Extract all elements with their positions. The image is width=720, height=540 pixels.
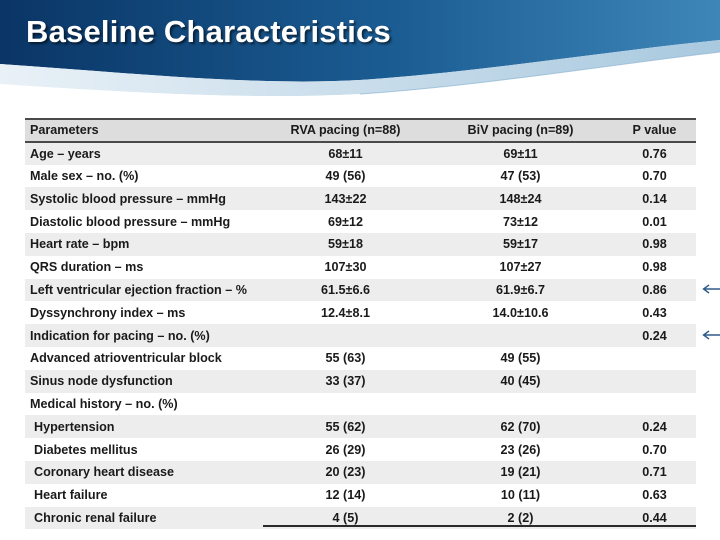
row-p-value-cell: 0.24 <box>613 415 696 438</box>
row-rva-cell: 33 (37) <box>263 370 428 393</box>
table-bottom-rule <box>263 525 696 527</box>
row-parameter-cell: Age – years <box>25 142 263 165</box>
row-p-value-cell: 0.86 <box>613 279 696 302</box>
row-biv-cell: 61.9±6.7 <box>428 279 613 302</box>
row-biv-cell: 19 (21) <box>428 461 613 484</box>
row-rva-cell: 107±30 <box>263 256 428 279</box>
row-p-value-cell: 0.71 <box>613 461 696 484</box>
column-header-p-value: P value <box>613 119 696 142</box>
row-biv-cell: 10 (11) <box>428 484 613 507</box>
row-p-value-cell: 0.63 <box>613 484 696 507</box>
row-parameter-cell: Heart rate – bpm <box>25 233 263 256</box>
row-biv-cell: 69±11 <box>428 142 613 165</box>
table-header <box>25 119 696 142</box>
table-row <box>25 393 696 416</box>
row-p-value-cell: 0.24 <box>613 324 696 347</box>
row-parameter-cell: Indication for pacing – no. (%) <box>25 324 263 347</box>
row-biv-cell: 2 (2) <box>428 507 613 530</box>
table-row <box>25 415 696 438</box>
row-rva-cell: 12.4±8.1 <box>263 301 428 324</box>
table-row <box>25 438 696 461</box>
table-row <box>25 370 696 393</box>
row-biv-cell: 73±12 <box>428 210 613 233</box>
baseline-characteristics-table <box>25 118 696 529</box>
table-row <box>25 187 696 210</box>
row-biv-cell: 59±17 <box>428 233 613 256</box>
row-biv-cell: 40 (45) <box>428 370 613 393</box>
row-biv-cell: 47 (53) <box>428 165 613 188</box>
row-biv-cell: 107±27 <box>428 256 613 279</box>
row-p-value-cell <box>613 393 696 416</box>
row-parameter-cell: Diastolic blood pressure – mmHg <box>25 210 263 233</box>
row-parameter-cell: Diabetes mellitus <box>25 438 263 461</box>
row-rva-cell: 4 (5) <box>263 507 428 530</box>
slide-header-banner <box>0 0 720 110</box>
row-rva-cell: 61.5±6.6 <box>263 279 428 302</box>
table-row <box>25 142 696 165</box>
table-row <box>25 279 696 302</box>
row-p-value-cell <box>613 347 696 370</box>
row-rva-cell: 68±11 <box>263 142 428 165</box>
row-rva-cell <box>263 324 428 347</box>
row-parameter-cell: Hypertension <box>25 415 263 438</box>
table-row <box>25 165 696 188</box>
row-p-value-cell <box>613 370 696 393</box>
row-p-value-cell: 0.70 <box>613 438 696 461</box>
column-header-parameters: Parameters <box>25 119 263 142</box>
row-p-value-cell: 0.70 <box>613 165 696 188</box>
table-row <box>25 347 696 370</box>
row-biv-cell: 62 (70) <box>428 415 613 438</box>
row-p-value-cell: 0.76 <box>613 142 696 165</box>
row-biv-cell <box>428 324 613 347</box>
row-rva-cell: 143±22 <box>263 187 428 210</box>
table-row <box>25 461 696 484</box>
row-rva-cell <box>263 393 428 416</box>
row-rva-cell: 20 (23) <box>263 461 428 484</box>
table-row <box>25 301 696 324</box>
row-biv-cell: 49 (55) <box>428 347 613 370</box>
row-parameter-cell: Male sex – no. (%) <box>25 165 263 188</box>
left-arrow-icon <box>702 284 720 294</box>
slide-title: Baseline Characteristics <box>26 14 391 49</box>
row-parameter-cell: Coronary heart disease <box>25 461 263 484</box>
row-biv-cell <box>428 393 613 416</box>
table-body <box>25 142 696 530</box>
column-header-rva: RVA pacing (n=88) <box>263 119 428 142</box>
row-rva-cell: 59±18 <box>263 233 428 256</box>
row-p-value-cell: 0.14 <box>613 187 696 210</box>
table-header-row <box>25 119 696 142</box>
row-rva-cell: 55 (63) <box>263 347 428 370</box>
row-parameter-cell: Left ventricular ejection fraction – % <box>25 279 263 302</box>
table-row <box>25 324 696 347</box>
row-parameter-cell: Dyssynchrony index – ms <box>25 301 263 324</box>
row-parameter-cell: Medical history – no. (%) <box>25 393 263 416</box>
row-rva-cell: 55 (62) <box>263 415 428 438</box>
row-rva-cell: 49 (56) <box>263 165 428 188</box>
left-arrow-icon <box>702 330 720 340</box>
row-parameter-cell: Heart failure <box>25 484 263 507</box>
row-p-value-cell: 0.01 <box>613 210 696 233</box>
row-biv-cell: 14.0±10.6 <box>428 301 613 324</box>
column-header-biv: BiV pacing (n=89) <box>428 119 613 142</box>
row-parameter-cell: Systolic blood pressure – mmHg <box>25 187 263 210</box>
row-p-value-cell: 0.98 <box>613 256 696 279</box>
row-parameter-cell: QRS duration – ms <box>25 256 263 279</box>
row-biv-cell: 148±24 <box>428 187 613 210</box>
table-row <box>25 233 696 256</box>
row-biv-cell: 23 (26) <box>428 438 613 461</box>
row-rva-cell: 26 (29) <box>263 438 428 461</box>
row-p-value-cell: 0.98 <box>613 233 696 256</box>
table-row <box>25 484 696 507</box>
row-p-value-cell: 0.44 <box>613 507 696 530</box>
table-row <box>25 256 696 279</box>
row-rva-cell: 69±12 <box>263 210 428 233</box>
row-parameter-cell: Sinus node dysfunction <box>25 370 263 393</box>
row-parameter-cell: Advanced atrioventricular block <box>25 347 263 370</box>
table-row <box>25 210 696 233</box>
row-parameter-cell: Chronic renal failure <box>25 507 263 530</box>
row-p-value-cell: 0.43 <box>613 301 696 324</box>
row-rva-cell: 12 (14) <box>263 484 428 507</box>
